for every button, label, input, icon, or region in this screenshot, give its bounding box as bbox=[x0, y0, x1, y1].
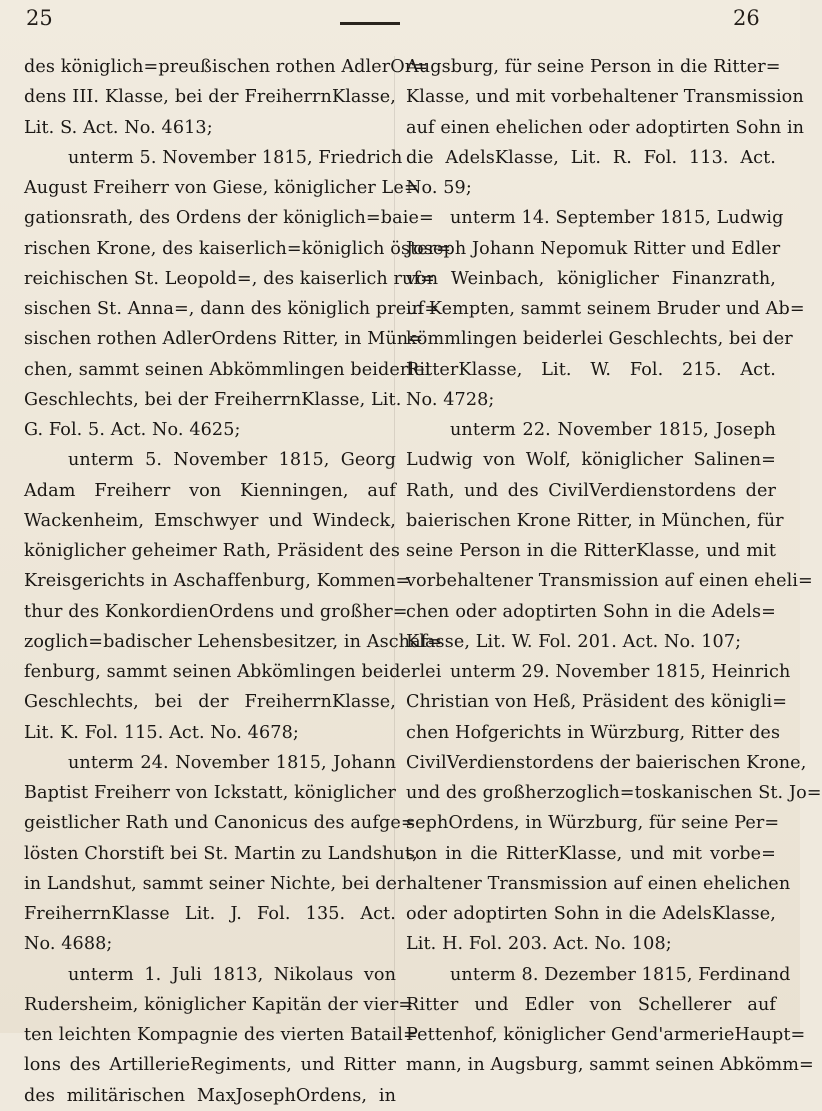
text-line: und des großherzoglich=toskanischen St. Jo= bbox=[406, 783, 822, 803]
text-line: fenburg, sammt seinen Abkömlingen beiderlei bbox=[24, 662, 442, 682]
text-line: sischen St. Anna=, dann des königlich preuf= bbox=[24, 299, 440, 319]
text-line: dens III. Klasse, bei der FreiherrnKlasse, bbox=[24, 87, 396, 108]
text-line: Rudersheim, königlicher Kapitän der vier= bbox=[24, 994, 414, 1015]
text-line: die AdelsKlasse, Lit. R. Fol. 113. Act. bbox=[406, 147, 776, 168]
text-line: Rath, und des CivilVerdienstordens der bbox=[406, 480, 776, 501]
text-line: Pettenhof, königlicher Gend'armerieHaupt= bbox=[406, 1025, 806, 1045]
text-line: Kreisgerichts in Aschaffenburg, Kommen= bbox=[24, 571, 411, 592]
text-line: mann, in Augsburg, sammt seinen Abkömm= bbox=[406, 1055, 814, 1076]
text-line: rischen Krone, des kaiserlich=königlich öster= bbox=[24, 238, 452, 259]
text-line: unterm 5. November 1815, Friedrich bbox=[68, 147, 403, 168]
text-line: Wackenheim, Emschwyer und Windeck, bbox=[24, 510, 396, 531]
page-number-right: 26 bbox=[733, 6, 760, 30]
text-line: haltener Transmission auf einen ehelichen bbox=[406, 873, 791, 894]
text-line: des militärischen MaxJosephOrdens, in bbox=[24, 1085, 396, 1106]
text-line: Lit. H. Fol. 203. Act. No. 108; bbox=[406, 934, 672, 955]
text-line: unterm 1. Juli 1813, Nikolaus von bbox=[68, 964, 396, 985]
text-line: reichischen St. Leopold=, des kaiserlich ruf= bbox=[24, 268, 435, 289]
text-line: Baptist Freiherr von Ickstatt, königlicher bbox=[24, 783, 396, 803]
text-line: Geschlechts, bei der FreiherrnKlasse, Lit. bbox=[24, 389, 402, 410]
text-line: geistlicher Rath und Canonicus des aufge= bbox=[24, 813, 416, 834]
text-line: son in die RitterKlasse, und mit vorbe= bbox=[406, 843, 776, 864]
text-line: oder adoptirten Sohn in die AdelsKlasse, bbox=[406, 904, 776, 924]
text-line: unterm 24. November 1815, Johann bbox=[68, 752, 396, 773]
text-line: Lit. S. Act. No. 4613; bbox=[24, 117, 213, 138]
text-line: unterm 14. September 1815, Ludwig bbox=[450, 208, 784, 229]
text-line: lons des ArtillerieRegiments, und Ritter bbox=[24, 1055, 396, 1076]
text-line: Geschlechts, bei der FreiherrnKlasse, bbox=[24, 692, 396, 713]
text-line: vorbehaltener Transmission auf einen eheli= bbox=[406, 571, 813, 592]
text-line: zoglich=badischer Lehensbesitzer, in Aschaf= bbox=[24, 631, 443, 652]
text-line: Joseph Johann Nepomuk Ritter und Edler bbox=[406, 238, 781, 259]
text-line: August Freiherr von Giese, königlicher Le= bbox=[24, 178, 419, 198]
text-line: in Landshut, sammt seiner Nichte, bei der bbox=[24, 873, 406, 894]
text-line: Klasse, und mit vorbehaltener Transmission bbox=[406, 87, 804, 108]
text-line: Klasse, Lit. W. Fol. 201. Act. No. 107; bbox=[406, 631, 742, 652]
text-line: ten leichten Kompagnie des vierten Batail= bbox=[24, 1025, 418, 1045]
text-line: FreiherrnKlasse Lit. J. Fol. 135. Act. bbox=[24, 904, 396, 924]
text-line: unterm 5. November 1815, Georg bbox=[68, 450, 396, 471]
text-line: RitterKlasse, Lit. W. Fol. 215. Act. bbox=[406, 359, 776, 380]
text-line: unterm 8. Dezember 1815, Ferdinand bbox=[450, 964, 791, 985]
text-line: auf einen ehelichen oder adoptirten Sohn in bbox=[406, 117, 805, 138]
text-line: lösten Chorstift bei St. Martin zu Landshut, bbox=[24, 843, 418, 864]
right-text-column bbox=[406, 52, 822, 1076]
text-line: königlicher geheimer Rath, Präsident des bbox=[24, 541, 400, 561]
text-line: unterm 29. November 1815, Heinrich bbox=[450, 662, 791, 682]
text-line: No. 4728; bbox=[406, 389, 495, 410]
text-line: des königlich=preußischen rothen AdlerOr= bbox=[24, 57, 429, 77]
text-line: Augsburg, für seine Person in die Ritter= bbox=[406, 57, 781, 77]
text-line: No. 4688; bbox=[24, 934, 113, 955]
text-line: thur des KonkordienOrdens und großher= bbox=[24, 601, 408, 622]
text-line: Lit. K. Fol. 115. Act. No. 4678; bbox=[24, 722, 299, 743]
text-line: sischen rothen AdlerOrdens Ritter, in Mün= bbox=[24, 329, 424, 350]
text-line: von Weinbach, königlicher Finanzrath, bbox=[406, 268, 776, 289]
text-line: No. 59; bbox=[406, 178, 472, 198]
text-line: gationsrath, des Ordens der königlich=baie= bbox=[24, 208, 434, 229]
text-line: kömmlingen beiderlei Geschlechts, bei der bbox=[406, 329, 793, 350]
text-line: sephOrdens, in Würzburg, für seine Per= bbox=[406, 813, 780, 834]
text-line: baierischen Krone Ritter, in München, für bbox=[406, 510, 784, 531]
text-line: Adam Freiherr von Kienningen, auf bbox=[24, 480, 396, 501]
header-rule bbox=[340, 22, 400, 25]
text-line: unterm 22. November 1815, Joseph bbox=[450, 420, 776, 440]
page-number-left: 25 bbox=[26, 6, 53, 30]
text-line: chen Hofgerichts in Würzburg, Ritter des bbox=[406, 722, 781, 743]
text-line: Ritter und Edler von Schellerer auf bbox=[406, 994, 776, 1015]
text-line: CivilVerdienstordens der baierischen Krone, bbox=[406, 752, 807, 773]
text-line: chen oder adoptirten Sohn in die Adels= bbox=[406, 601, 776, 622]
text-line: chen, sammt seinen Abkömmlingen beiderlei bbox=[24, 359, 431, 380]
text-line: in Kempten, sammt seinem Bruder und Ab= bbox=[406, 299, 805, 319]
column-gutter bbox=[394, 56, 395, 1026]
text-line: Ludwig von Wolf, königlicher Salinen= bbox=[406, 450, 776, 471]
text-line: seine Person in die RitterKlasse, und mit bbox=[406, 541, 776, 561]
text-line: G. Fol. 5. Act. No. 4625; bbox=[24, 420, 241, 440]
text-line: Christian von Heß, Präsident des königli= bbox=[406, 692, 788, 713]
